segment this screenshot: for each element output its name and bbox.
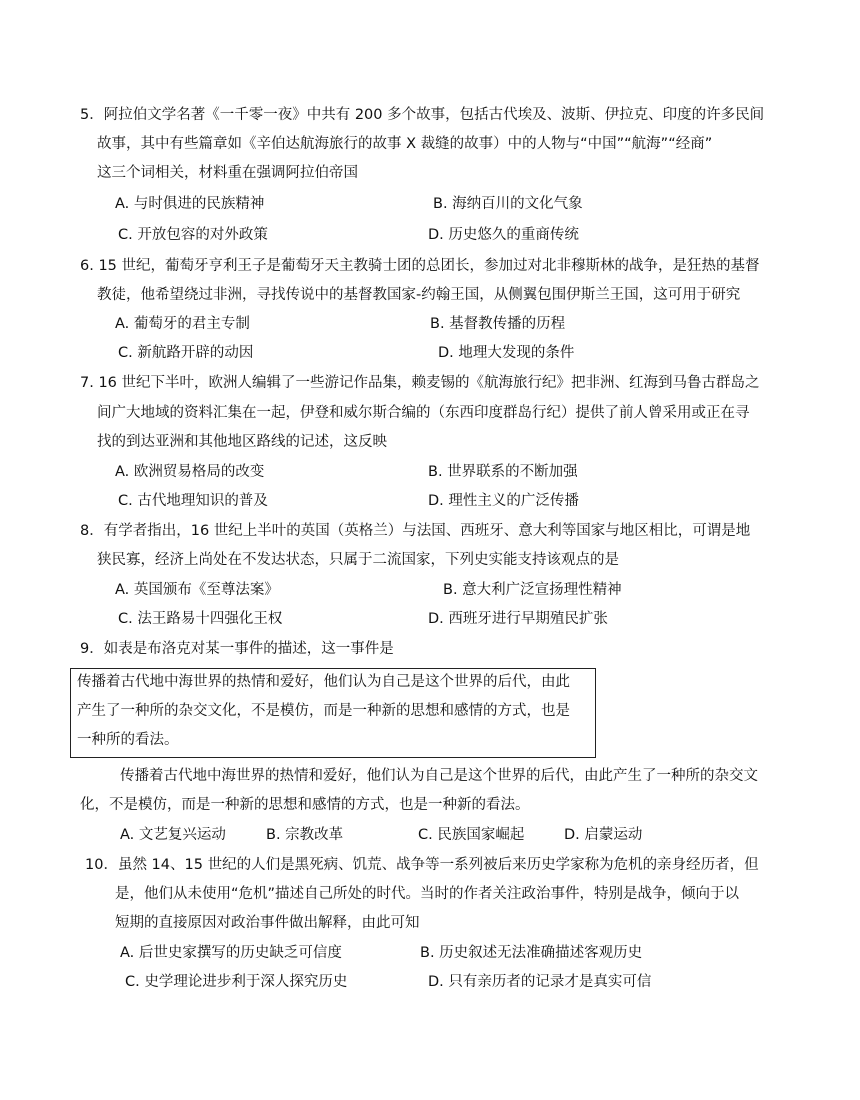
q5-option-b[interactable]: B. 海纳百川的文化气象 <box>433 196 583 212</box>
q9-option-c[interactable]: C. 民族国家崛起 <box>418 827 525 843</box>
q6-option-d[interactable]: D. 地理大发现的条件 <box>438 345 575 361</box>
q5-stem-line2: 故事，其中有些篇章如《辛伯达航海旅行的故事 X 裁缝的故事）中的人物与“中国”“航海”“经商” <box>97 136 713 152</box>
q7-option-c[interactable]: C. 古代地理知识的普及 <box>118 493 268 509</box>
q9-option-b[interactable]: B. 宗教改革 <box>266 827 344 843</box>
q10-stem-line2: 是，他们从未使用“危机”描述自己所处的时代。当时的作者关注政治事件，特别是战争，倾向于以 <box>115 886 740 902</box>
q9-stem: 9．如表是布洛克对某一事件的描述，这一事件是 <box>80 641 394 657</box>
q9-passage-line1: 传播着古代地中海世界的热情和爱好，他们认为自己是这个世界的后代，由此产生了一种所的杂交文 <box>120 768 758 784</box>
q9-option-d[interactable]: D. 启蒙运动 <box>564 827 643 843</box>
q6-stem-line2: 教徒，他希望绕过非洲，寻找传说中的基督教国家-约翰王国，从侧翼包围伊斯兰王国，这可用于研究 <box>97 287 741 303</box>
q8-stem-line2: 狭民寡，经济上尚处在不发达状态，只属于二流国家，下列史实能支持该观点的是 <box>97 552 619 568</box>
q10-option-a[interactable]: A. 后世史家撰写的历史缺乏可信度 <box>120 945 342 961</box>
q7-option-d[interactable]: D. 理性主义的广泛传播 <box>428 493 579 509</box>
q10-option-d[interactable]: D. 只有亲历者的记录才是真实可信 <box>428 974 652 990</box>
q8-option-a[interactable]: A. 英国颁布《至尊法案》 <box>115 582 279 598</box>
q8-option-b[interactable]: B. 意大利广泛宣扬理性精神 <box>443 582 622 598</box>
q9-quote-line2: 产生了一种所的杂交文化，不是模仿，而是一种新的思想和感情的方式，也是 <box>77 703 570 719</box>
q5-option-c[interactable]: C. 开放包容的对外政策 <box>118 227 268 243</box>
q9-quote-box <box>70 668 596 758</box>
q7-stem-line1: 7. 16 世纪下半叶，欧洲人编辑了一些游记作品集，赖麦锡的《航海旅行纪》把非洲、红海到马鲁古群岛之 <box>80 375 760 391</box>
q6-stem-line1: 6. 15 世纪，葡萄牙亨利王子是葡萄牙天主教骑士团的总团长，参加过对北非穆斯林的战争，是狂热的基督 <box>80 258 760 274</box>
q9-quote-line3: 一种所的看法。 <box>77 732 179 748</box>
q5-stem-line1: 5．阿拉伯文学名著《一千零一夜》中共有 200 多个故事，包括古代埃及、波斯、伊拉克、印度的许多民间 <box>80 107 765 123</box>
q5-option-d[interactable]: D. 历史悠久的重商传统 <box>428 227 579 243</box>
q9-option-a[interactable]: A. 文艺复兴运动 <box>120 827 226 843</box>
q6-option-b[interactable]: B. 基督教传播的历程 <box>430 316 566 332</box>
q8-stem-line1: 8．有学者指出，16 世纪上半叶的英国（英格兰）与法国、西班牙、意大利等国家与地区相比，可谓是地 <box>80 523 751 539</box>
q6-option-c[interactable]: C. 新航路开辟的动因 <box>118 345 254 361</box>
q10-option-c[interactable]: C. 史学理论进步利于深人探究历史 <box>125 974 348 990</box>
q7-option-b[interactable]: B. 世界联系的不断加强 <box>428 464 578 480</box>
q5-option-a[interactable]: A. 与时俱进的民族精神 <box>115 196 265 212</box>
q9-passage-line2: 化，不是模仿，而是一种新的思想和感情的方式，也是一种新的看法。 <box>80 797 530 813</box>
q8-option-d[interactable]: D. 西班牙进行早期殖民扩张 <box>428 611 608 627</box>
q10-stem-line1: 10．虽然 14、15 世纪的人们是黑死病、饥荒、战争等一系列被后来历史学家称为危机的亲身经历者，但 <box>85 857 759 873</box>
q9-quote-line1: 传播着古代地中海世界的热情和爱好，他们认为自己是这个世界的后代，由此 <box>77 674 570 690</box>
q10-option-b[interactable]: B. 历史叙述无法准确描述客观历史 <box>420 945 643 961</box>
q10-stem-line3: 短期的直接原因对政治事件做出解释，由此可知 <box>115 915 420 931</box>
q5-stem-line3: 这三个词相关，材料重在强调阿拉伯帝国 <box>97 165 358 181</box>
q8-option-c[interactable]: C. 法王路易十四强化王权 <box>118 611 283 627</box>
q7-stem-line3: 找的到达亚洲和其他地区路线的记述，这反映 <box>97 434 387 450</box>
q7-stem-line2: 间广大地域的资料汇集在一起，伊登和威尔斯合编的（东西印度群岛行纪）提供了前人曾采用或正在寻 <box>97 405 750 421</box>
q6-option-a[interactable]: A. 葡萄牙的君主专制 <box>115 316 250 332</box>
q7-option-a[interactable]: A. 欧洲贸易格局的改变 <box>115 464 265 480</box>
